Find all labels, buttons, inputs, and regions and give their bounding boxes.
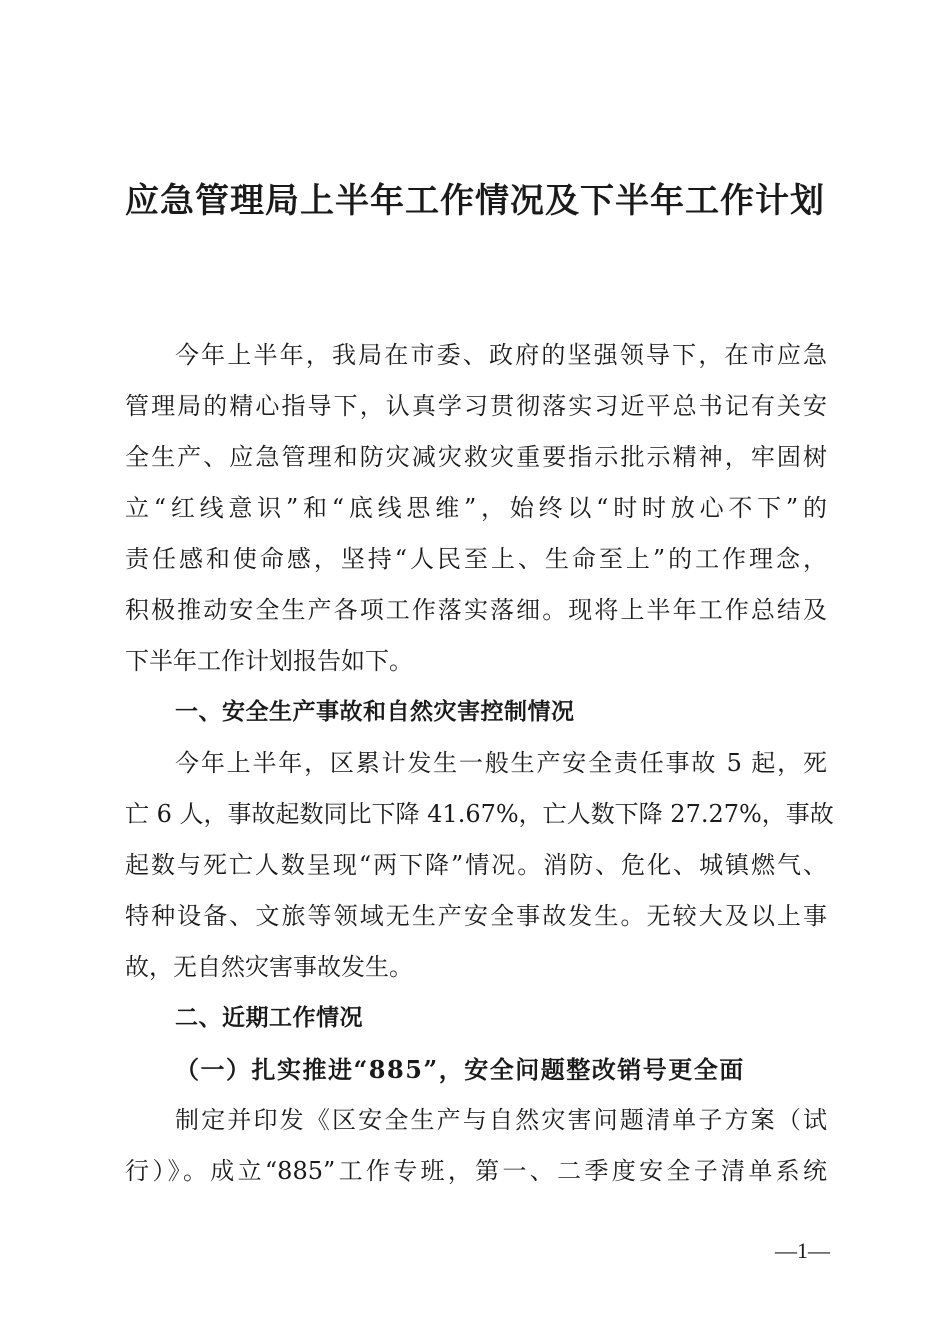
document-body <box>125 330 834 1197</box>
intro-line-6: 积极推动安全生产各项工作落实落细。现将上半年工作总结及 <box>125 596 827 624</box>
intro-line-3: 全生产、应急管理和防灾减灾救灾重要指示批示精神，牢固树 <box>125 443 827 471</box>
section-1-line-1: 今年上半年，区累计发生一般生产安全责任事故 5 起，死 <box>175 749 827 777</box>
intro-line-7: 下半年工作计划报告如下。 <box>125 647 413 675</box>
section-2-heading: 二、近期工作情况 <box>175 1005 363 1031</box>
subsection-1-line-2: 行）》。成立“885”工作专班，第一、二季度安全子清单系统 <box>125 1157 827 1185</box>
subsection-1-heading: （一）扎实推进“885”，安全问题整改销号更全面 <box>175 1055 745 1084</box>
section-1-heading: 一、安全生产事故和自然灾害控制情况 <box>175 699 575 725</box>
subsection-1-line-1: 制定并印发《区安全生产与自然灾害问题清单子方案（试 <box>175 1106 827 1134</box>
intro-line-1: 今年上半年，我局在市委、政府的坚强领导下，在市应急 <box>175 341 827 369</box>
section-1-line-3: 起数与死亡人数呈现“两下降”情况。消防、危化、城镇燃气、 <box>125 851 827 879</box>
intro-line-2: 管理局的精心指导下，认真学习贯彻落实习近平总书记有关安 <box>125 392 827 420</box>
section-1-line-5: 故，无自然灾害事故发生。 <box>125 953 413 981</box>
page-number: —1— <box>775 1238 830 1263</box>
intro-line-5: 责任感和使命感，坚持“人民至上、生命至上”的工作理念， <box>125 545 827 573</box>
section-1-line-2: 亡 6 人，事故起数同比下降 41.67%，亡人数下降 27.27%，事故 <box>125 800 834 828</box>
document-title: 应急管理局上半年工作情况及下半年工作计划 <box>125 181 825 221</box>
intro-line-4: 立“红线意识”和“底线思维”，始终以“时时放心不下”的 <box>125 494 827 522</box>
section-1-line-4: 特种设备、文旅等领域无生产安全事故发生。无较大及以上事 <box>125 902 827 930</box>
